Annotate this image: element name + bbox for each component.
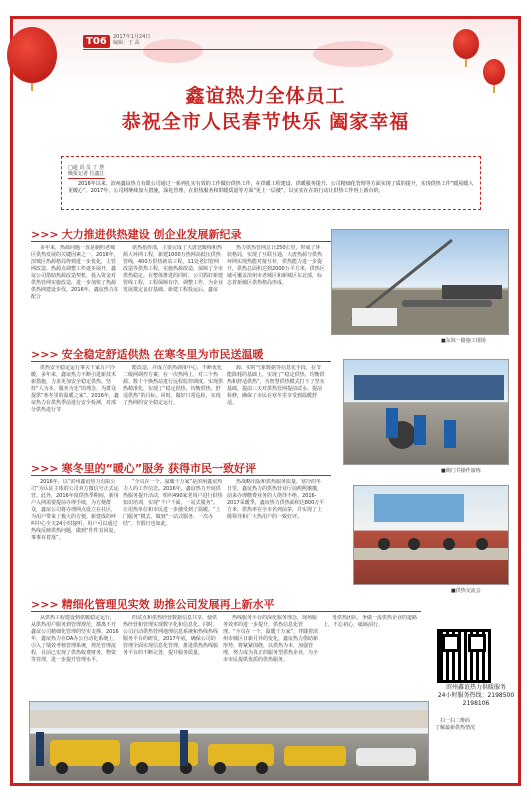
section-rule — [31, 475, 331, 476]
section-col: “全员在一个、温暖千万家”是滨州鑫谊热力人的工作信念。2016年，鑫谊热力开展供热服务提升活动，组织490家老用户进行供热知识培训，实现“千户千面，一站式服务”。让用热单位和市民进一步感受到了温暖。“上门服务”模式，做到“一站式服务、一次办结”，节假日也如此。 — [123, 479, 223, 527]
section-rule — [31, 611, 421, 612]
section-col: 源，实时气象数据等信息化手段，在节能降耗的基础上，实现了“稳定供热、均衡供热和舒适供热”，为智慧供热模式打下了坚实基础。提前三天对供热管网提前试水、提前检修，确保了市民在寒冬里享受到温暖舒适。 — [227, 365, 325, 406]
valve-drill-scene — [344, 360, 509, 465]
chevrons-icon: >>> — [31, 598, 59, 611]
page-number: T06 — [83, 35, 110, 48]
chevrons-icon: >>> — [31, 462, 59, 475]
construction-photo — [331, 229, 509, 335]
section-col: 热线服务平台的深化服务理念，现场服务效率的进一步提升，供热信息化管理。“全员在一个、温暖千万家”，伴随着滨州市城区日新月异的变化，鑫谊热力借助新形势，将紧紧围绕，以供热为本，加强管理，努力成为真正的服务型供热企业，为全市市民提供优质的供热服务。 — [223, 615, 319, 663]
section-title — [31, 226, 242, 242]
section-title-text: 寒冬里的“暖心”服务 获得市民一致好评 — [61, 462, 256, 475]
section-title — [31, 346, 264, 362]
lantern-icon — [7, 27, 57, 83]
qr-code[interactable] — [437, 629, 491, 683]
section-col: 供热指挥部，主要完成了大唐送暖线和热源大环网工程，新建1000万热网高低压供热管线，400万供热新站工程，11处老旧管网改造等供热工程，实施热源改造，保障了全市供热稳定。在整体推进的同时，公司抓好新建管线工程，工程保障有序，调整工作，为企业发展奠定良好基础。新建工程投运后，鑫谊 — [123, 245, 223, 293]
lantern-icon — [453, 29, 479, 59]
chevrons-icon: >>> — [31, 228, 59, 241]
section-title — [31, 596, 275, 612]
photo-caption: ■供热交流会 — [451, 588, 481, 594]
cloud-ornament — [313, 41, 393, 67]
hotline-number-2: 2198106 — [462, 700, 490, 707]
section-col: 的试点和供热经营数据信息共享，使供热经营和管理实现数字化和信息化。同时，公司启动供热营网地理信息系统和热线热线服务平台的研发，2017年底，确保公司的管理全面实现信息化管理，推进供热热线服务平台的不断完善，提升服务质量。 — [123, 615, 219, 656]
section-col: 热力供热管网总计250公里，形成了环状格局，实现了互联互通，大唐热源与供热环网实现热能对接互补，供热能力进一步提升，供热总面积达到2000万平方米，供热区域可覆盖滨州市老城区和新城区东北部，标志着新城区供热格局形成。 — [227, 245, 325, 286]
section-col: 供热安全稳定运行事关千家万户冷暖，多年来，鑫谊热力不断引进新技术新措施，力求更加安全稳定供热。坚持“人为本，服务为先”的理念，为群众提供“寒冬里的温暖之家”。2016年，鑫谊热力在供热季前进行安全检测，对部分供热进行节 — [31, 365, 119, 413]
valve-drill-photo — [343, 359, 509, 465]
meeting-scene — [354, 486, 509, 585]
construction-scene — [332, 230, 509, 335]
headline-sub: 恭祝全市人民春节快乐 阖家幸福 — [121, 111, 410, 133]
fleet-photo — [29, 701, 429, 781]
service-hotline — [431, 684, 521, 708]
section-title-text: 安全稳定舒适供热 在寒冬里为市民送温暖 — [61, 348, 264, 361]
byline-reporter: 晚报记者 位鑫江 — [68, 171, 105, 177]
section-title — [31, 460, 256, 476]
photo-caption: ■阀门井操作演练 — [441, 468, 481, 474]
section-title-text: 大力推进供热建设 创企业发展新纪录 — [61, 228, 242, 241]
chevrons-icon: >>> — [31, 348, 59, 361]
qr-caption — [435, 717, 475, 731]
headline-main: 鑫谊热力全体员工 — [185, 85, 346, 107]
meeting-photo — [353, 485, 509, 585]
byline — [68, 165, 105, 179]
qr-caption-line: 了解最新供热情况 — [435, 725, 476, 731]
section-title-text: 精细化管理见实效 助推公司发展再上新水平 — [61, 598, 275, 611]
lead-box — [61, 156, 481, 210]
qr-caption-line: 扫一扫二维码 — [440, 718, 471, 724]
masthead-rule — [83, 49, 383, 50]
newspaper-page — [10, 16, 521, 786]
section-col: 热战略出版和供热服务质量。寒冷的冬日里，鑫谊热力的供热营业厅前熙熙攘攘，前来办理缴费业务的人络绎不绝。2016-2017采暖季，鑫谊热力供热面积达800万平方米，供热率在全市名列前茅，并实现了上级领导和广大热用户的一致好评。 — [227, 479, 325, 520]
byline-correspondent: □通 讯 员 丁 慧 — [68, 165, 105, 171]
section-col: 多年来，热源问题一直是制约老城区供热发展的关键因素之一。2016年，滨城区热源格局得到进一步优化，主管网改造、热源点调整工作逐步展开，鑫谊公司借助热源改造契机，投入资金对供热管网实施改造，进一步加快了热源供热网建设步伐。2016年，鑫谊热力在配合 — [31, 245, 119, 300]
hotline-numbers: 24小时服务热线：2198500 — [437, 692, 515, 699]
hotline-title: 滨州鑫谊热力供暖服务 — [445, 684, 506, 691]
section-col: 能改造，并成立供热调度中心，不断优化二级网调控方案，在一次热网上，对三个热源、数十个换热站进行远程监控调度，实现供热精准化，实现了“稳定供热，均衡供热，舒适供热”的目标。同时，做好日常巡检，实现了热网的安全稳定运行。 — [123, 365, 223, 406]
date-line — [113, 34, 150, 46]
section-rule — [31, 241, 331, 242]
section-rule — [31, 361, 331, 362]
fleet-scene — [30, 702, 429, 781]
issue-date: 2017年1月24日 — [113, 34, 151, 40]
section-col: 2016年，以“滨州鑫谊热力有限公司”为认证主体的公司双方微信号正式运营。此外，2016年度供热季期间，新用户入网需要提前办理手续，为方便群众，鑫谊公司将办理网点设立在社区，为用户带来了极大的方便。新建成的呼叫中心全天24小时接听，用户可以通过热线反映供热问题，做到“件件有回复，事事有着落”。 — [31, 479, 119, 541]
cloud-ornament — [143, 39, 203, 63]
editor-name: 编辑：王 高 — [113, 40, 140, 46]
section-col: 从供热工程建设到供暖稳定运行，从供热用户服务到管理规范，都离不开鑫谊公司精细化管理的坚实支撑。2016年，鑫谊热力在OA办公自动化系统上，引入了绩效考核管理系统，规范管理流程，目前已实现了供热收费财务、物资等管理，进一步提升管理水平。 — [31, 615, 119, 663]
section-col: 务供热团队，争做一流供热企业的道路上，不忘初心，砥砺前行。 — [323, 615, 418, 628]
lead-paragraph: 2016年以来，滨州鑫谊热力有限公司通过一系列扎实有效的工作做好供热工作，在供暖工程建设、供暖服务提升、公司精细化管理等方面实现了质的提升，实现供热工作“暖屋暖人更暖心”。2017年，公司将继续加大措施，深化管理，在供热服务和供暖质量等方面“更上一层楼”，以实实在在的行动让供热工作再上新台阶。 — [68, 181, 474, 194]
photo-caption: ■东海一路施工现场 — [441, 338, 486, 344]
